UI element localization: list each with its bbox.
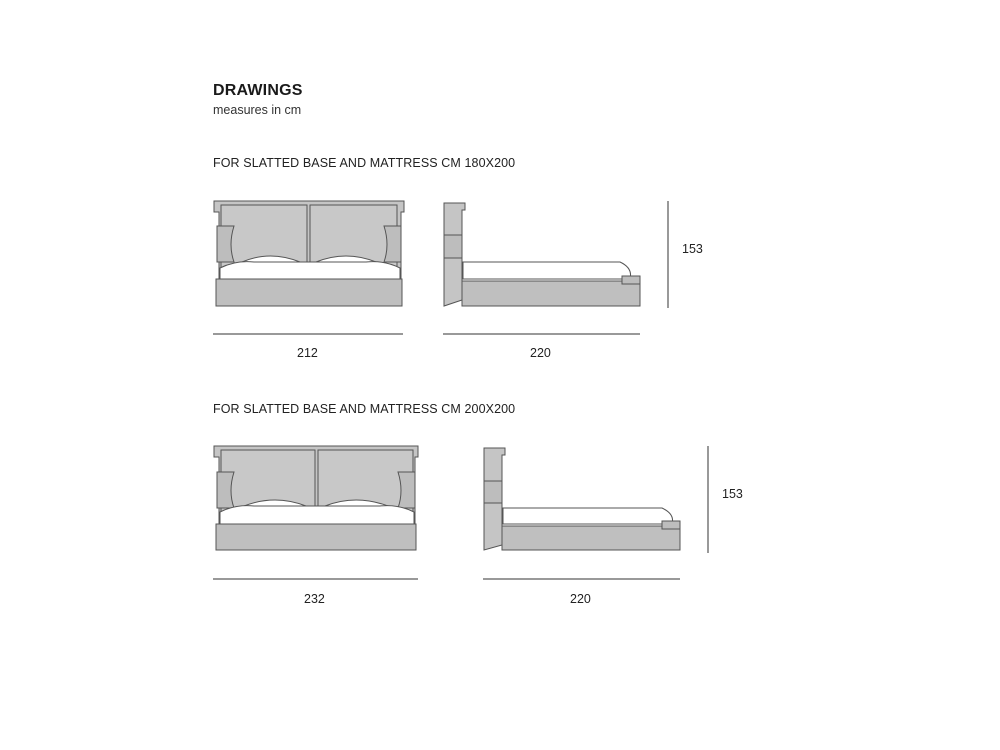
height-label-200: 153: [722, 487, 743, 501]
page-subtitle: measures in cm: [213, 103, 302, 117]
front-view-200: [214, 446, 418, 550]
front-width-label-180: 212: [297, 346, 318, 360]
page-title: DRAWINGS: [213, 82, 303, 99]
section-heading-2: FOR SLATTED BASE AND MATTRESS CM 200X200: [213, 402, 516, 416]
side-view-180: [444, 203, 640, 306]
height-label-180: 153: [682, 242, 703, 256]
front-view-180: [214, 201, 404, 306]
front-width-label-200: 232: [304, 592, 325, 606]
side-view-200: [484, 448, 680, 550]
section-heading-1: FOR SLATTED BASE AND MATTRESS CM 180X200: [213, 156, 516, 170]
side-length-label-180: 220: [530, 346, 551, 360]
side-length-label-200: 220: [570, 592, 591, 606]
